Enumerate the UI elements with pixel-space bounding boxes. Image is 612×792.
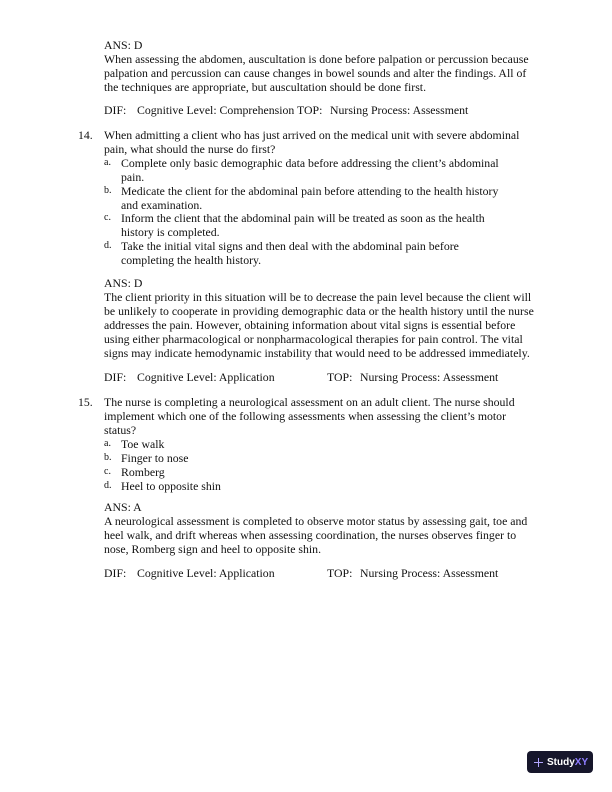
top-label: TOP: bbox=[327, 370, 353, 384]
difficulty-level: Cognitive Level: Comprehension bbox=[137, 103, 295, 117]
option-text: and examination. bbox=[121, 198, 203, 212]
rationale-line: palpation and percussion can cause changes in bowel sounds and alter the findings. All of bbox=[104, 66, 527, 80]
rationale-line: addresses the pain. However, obtaining information about vital signs is essential before bbox=[104, 318, 516, 332]
topic: Nursing Process: Assessment bbox=[330, 103, 469, 117]
dif-label: DIF: bbox=[104, 370, 127, 384]
question-stem-line: implement which one of the following assessments when assessing the client’s motor bbox=[104, 409, 507, 423]
option-text: history is completed. bbox=[121, 225, 220, 239]
topic: Nursing Process: Assessment bbox=[360, 370, 499, 384]
rationale-line: The client priority in this situation will be to decrease the pain level because the client will bbox=[104, 290, 532, 304]
option-letter: a. bbox=[104, 438, 111, 449]
answer-key: ANS: D bbox=[104, 38, 143, 52]
option-text: Complete only basic demographic data before addressing the client’s abdominal bbox=[121, 156, 499, 170]
logo-text-study: Study bbox=[547, 756, 575, 768]
rationale-line: be unlikely to cooperate in providing demographic data or the health history until the nurse bbox=[104, 304, 534, 318]
answer-key: ANS: A bbox=[104, 500, 142, 514]
topic: Nursing Process: Assessment bbox=[360, 566, 499, 580]
option-letter: b. bbox=[104, 452, 112, 463]
option-text: Romberg bbox=[121, 465, 165, 479]
rationale-line: nose, Romberg sign and heel to opposite shin. bbox=[104, 542, 322, 556]
option-text: Finger to nose bbox=[121, 451, 189, 465]
option-text: Medicate the client for the abdominal pain before attending to the health history bbox=[121, 184, 499, 198]
rationale-line: A neurological assessment is completed to observe motor status by assessing gait, toe and bbox=[104, 514, 528, 528]
question-stem-line: When admitting a client who has just arrived on the medical unit with severe abdominal bbox=[104, 128, 520, 142]
option-text: completing the health history. bbox=[121, 253, 262, 267]
option-text: Heel to opposite shin bbox=[121, 479, 221, 493]
option-letter: c. bbox=[104, 212, 111, 223]
question-number: 15. bbox=[78, 395, 93, 409]
rationale-line: signs may indicate hemodynamic instability that would need to be addressed immediately. bbox=[104, 346, 530, 360]
option-text: pain. bbox=[121, 170, 145, 184]
dif-label: DIF: bbox=[104, 566, 127, 580]
option-letter: a. bbox=[104, 157, 111, 168]
option-letter: c. bbox=[104, 466, 111, 477]
question-stem-line: status? bbox=[104, 423, 137, 437]
difficulty-level: Cognitive Level: Application bbox=[137, 370, 275, 384]
rationale-line: When assessing the abdomen, auscultation is done before palpation or percussion because bbox=[104, 52, 529, 66]
difficulty-level: Cognitive Level: Application bbox=[137, 566, 275, 580]
option-letter: b. bbox=[104, 185, 112, 196]
option-text: Take the initial vital signs and then deal with the abdominal pain before bbox=[121, 239, 459, 253]
plus-icon bbox=[534, 758, 543, 767]
top-label: TOP: bbox=[297, 103, 323, 117]
logo-text-xy: XY bbox=[574, 756, 589, 768]
question-number: 14. bbox=[78, 128, 93, 142]
option-letter: d. bbox=[104, 480, 112, 491]
rationale-line: heel walk, and drift whereas when assessing coordination, the nurses observes finger to bbox=[104, 528, 517, 542]
studyxy-logo[interactable] bbox=[527, 751, 593, 773]
rationale-line: the techniques are appropriate, but auscultation should be done first. bbox=[104, 80, 427, 94]
option-letter: d. bbox=[104, 240, 112, 251]
top-label: TOP: bbox=[327, 566, 353, 580]
question-stem-line: The nurse is completing a neurological assessment on an adult client. The nurse should bbox=[104, 395, 515, 409]
answer-key: ANS: D bbox=[104, 276, 143, 290]
dif-label: DIF: bbox=[104, 103, 127, 117]
rationale-line: using either pharmacological or nonpharmacological therapies for pain control. The vital bbox=[104, 332, 523, 346]
question-stem-line: pain, what should the nurse do first? bbox=[104, 142, 276, 156]
option-text: Toe walk bbox=[121, 437, 165, 451]
option-text: Inform the client that the abdominal pain will be treated as soon as the health bbox=[121, 211, 485, 225]
